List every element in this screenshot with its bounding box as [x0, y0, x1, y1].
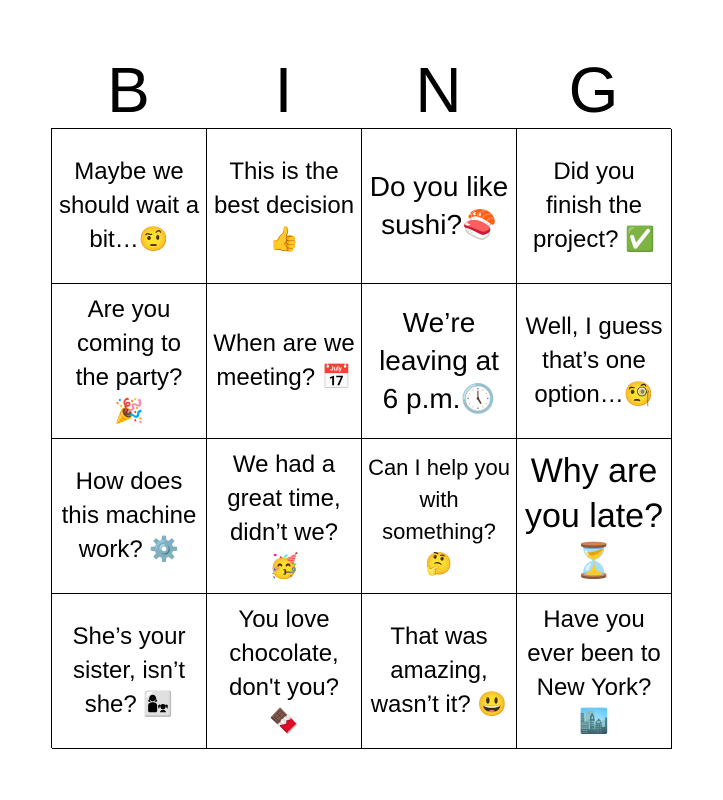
bingo-cell[interactable] [207, 594, 362, 749]
cell-text: Maybe we should wait a bit…🤨 [58, 158, 200, 253]
cell-text: Are you coming to the party? 🎉 [75, 296, 183, 425]
header-letter-g: G [568, 54, 619, 126]
bingo-cell[interactable] [517, 284, 672, 439]
bingo-cell[interactable] [52, 129, 207, 284]
bingo-cell[interactable] [207, 284, 362, 439]
bingo-cell[interactable] [362, 284, 517, 439]
bingo-board [51, 128, 671, 748]
bingo-cell[interactable] [362, 129, 517, 284]
cell-text: Did you finish the project? ✅ [533, 158, 655, 253]
bingo-cell[interactable] [207, 129, 362, 284]
cell-text: That was amazing, wasn’t it? 😃 [370, 623, 508, 718]
cell-text: Why are you late? ⏳ [525, 451, 663, 580]
cell-text: Well, I guess that’s one option…🧐 [525, 313, 663, 408]
cell-text: Can I help you with something? 🤔 [368, 455, 510, 576]
bingo-cell[interactable] [52, 284, 207, 439]
bingo-cell[interactable] [517, 439, 672, 594]
bingo-cell[interactable] [207, 439, 362, 594]
cell-text: We’re leaving at 6 p.m.🕔 [379, 307, 499, 414]
bingo-header [51, 52, 671, 128]
bingo-cell[interactable] [52, 439, 207, 594]
bingo-cell[interactable] [362, 439, 517, 594]
bingo-cell[interactable] [517, 129, 672, 284]
bingo-cell[interactable] [517, 594, 672, 749]
cell-text: This is the best decision 👍 [213, 158, 355, 253]
bingo-cell[interactable] [362, 594, 517, 749]
cell-text: We had a great time, didn’t we? 🥳 [227, 451, 341, 580]
header-letter-n: N [415, 54, 462, 126]
cell-text: When are we meeting? 📅 [213, 330, 355, 391]
cell-text: Have you ever been to New York? 🏙️ [527, 606, 661, 735]
cell-text: You love chocolate, don't you? 🍫 [228, 606, 339, 735]
cell-text: She’s your sister, isn’t she? 👩‍👧 [72, 623, 186, 718]
bingo-cell[interactable] [52, 594, 207, 749]
cell-text: Do you like sushi?🍣 [369, 171, 509, 240]
header-letter-i: I [274, 54, 293, 126]
cell-text: How does this machine work? ⚙️ [61, 468, 197, 563]
header-letter-b: B [107, 54, 150, 126]
